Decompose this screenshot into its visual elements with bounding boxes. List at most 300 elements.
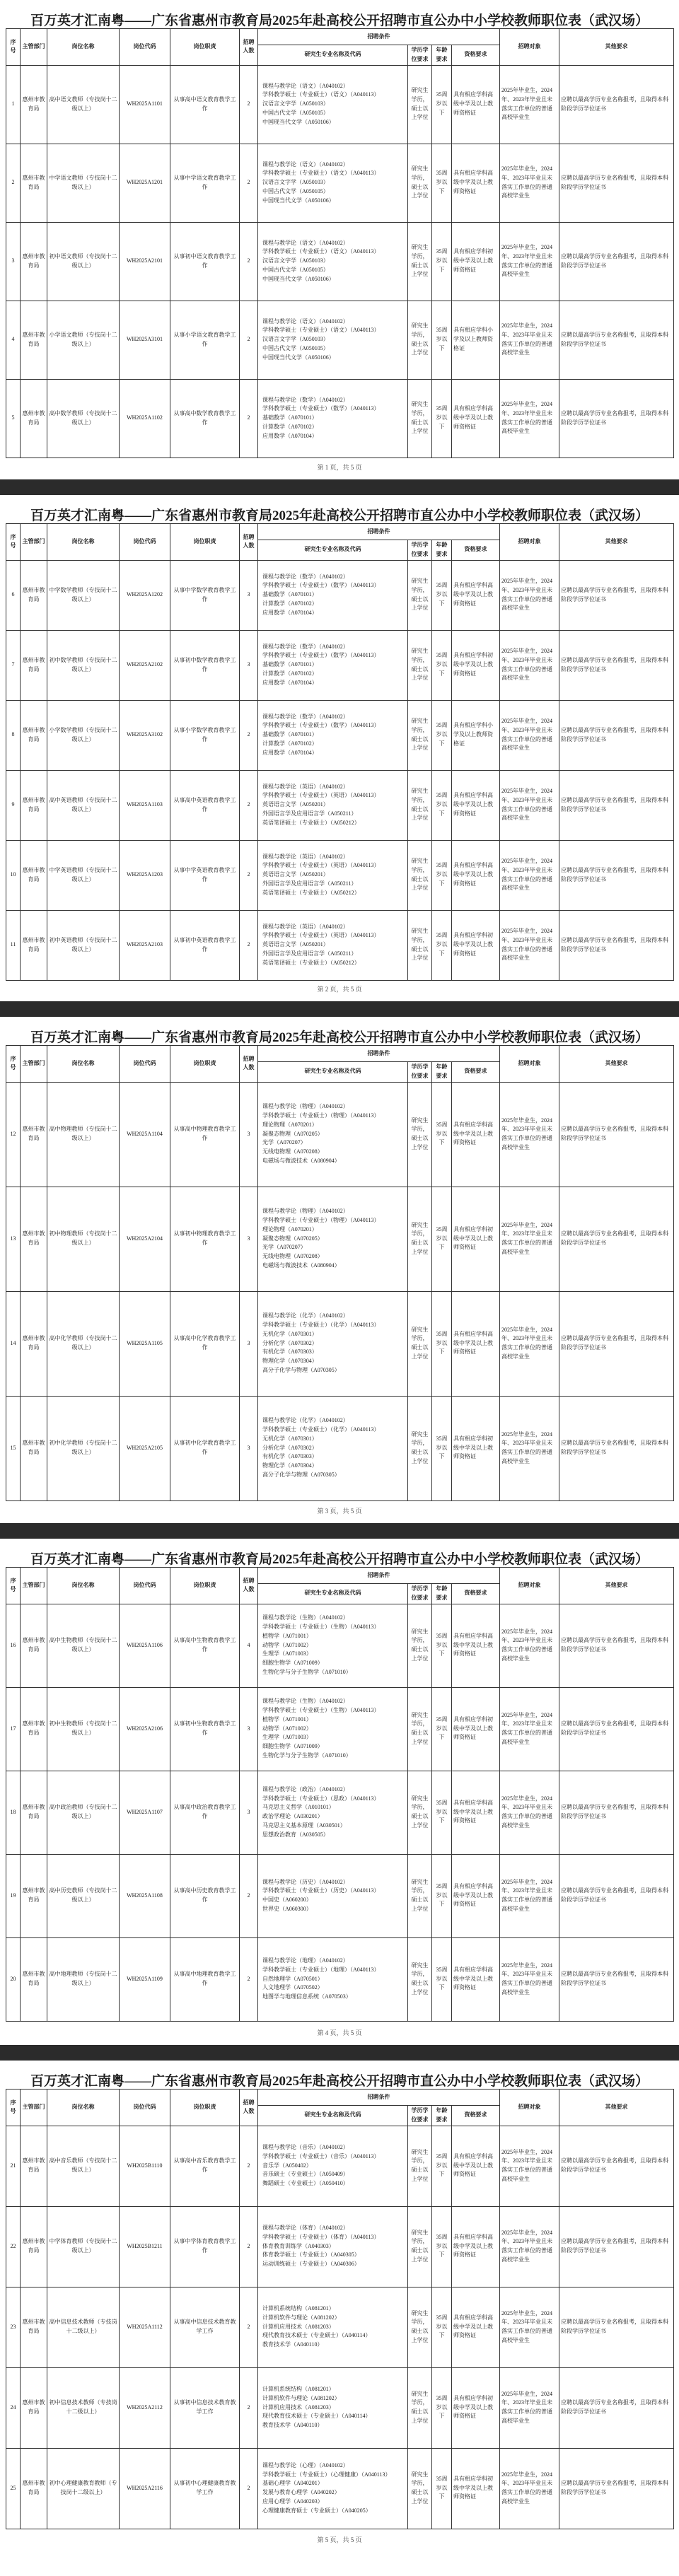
cell-count: 2: [240, 770, 258, 840]
cell-degree: 研究生学历，硕士以上学位: [408, 144, 432, 222]
cell-req: 具有相应学科初级中学及以上教师资格证: [452, 910, 500, 980]
header-duty: 岗位职责: [170, 1568, 240, 1604]
header-target: 招聘对象: [500, 1046, 559, 1083]
page: [0, 1017, 679, 1523]
cell-dept: 惠州市教育局: [21, 630, 47, 700]
cell-post: 高中物理教师（专技岗十二级以上）: [47, 1082, 120, 1187]
page-title: 百万英才汇南粤——广东省惠州市教育局2025年赴高校公开招聘市直公办中小学校教师职位表（武汉场）: [30, 2074, 649, 2089]
cell-other: 应聘以最高学历专业名称报考，且取得本科阶段学历学位证书: [559, 144, 674, 222]
cell-dept: 惠州市教育局: [21, 1187, 47, 1291]
table-row: [6, 301, 674, 379]
cell-duty: 从事中学英语教育教学工作: [170, 840, 240, 910]
cell-dept: 惠州市教育局: [21, 2367, 47, 2448]
header-dept: 主管部门: [21, 1046, 47, 1083]
cell-dept: 惠州市教育局: [21, 1396, 47, 1500]
cell-seq: 5: [6, 379, 21, 457]
cell-req: 具有相应学科初级中学及以上教师资格证: [452, 2367, 500, 2448]
page-separator: [0, 479, 679, 495]
table-row: [6, 222, 674, 301]
cell-req: 具有相应学科初级中学及以上教师资格证: [452, 222, 500, 301]
cell-count: 2: [240, 379, 258, 457]
cell-code: WH2025B1110: [120, 2126, 170, 2206]
cell-count: 2: [240, 222, 258, 301]
cell-age: 35周岁以下: [432, 1082, 452, 1187]
header-other: 其他要求: [559, 29, 674, 66]
cell-req: 具有相应学科高级中学及以上教师资格证: [452, 770, 500, 840]
cell-degree: 研究生学历，硕士以上学位: [408, 1937, 432, 2021]
cell-other: 应聘以最高学历专业名称报考，且取得本科阶段学历学位证书: [559, 379, 674, 457]
cell-post: 小学数学教师（专技岗十二级以上）: [47, 700, 120, 770]
cell-dept: 惠州市教育局: [21, 1082, 47, 1187]
cell-major: 课程与教学论（心理）（A040102） 学科教学硕士（专业硕士）（心理健康）（A040113） 基础心理学（A040201） 发展与教育心理学（A040202） 应用心理学（A040203） 心理健康教育硕士（专业硕士）（A040205）: [258, 2448, 408, 2529]
cell-req: 具有相应学科高级中学及以上教师资格证: [452, 1291, 500, 1396]
cell-age: 35周岁以下: [432, 222, 452, 301]
cell-other: 应聘以最高学历专业名称报考，且取得本科阶段学历学位证书: [559, 301, 674, 379]
header-req: 资格要求: [452, 1062, 500, 1083]
cell-seq: 12: [6, 1082, 21, 1187]
job-table: [6, 28, 674, 458]
header-major: 研究生专业名称及代码: [258, 1062, 408, 1083]
header-degree: 学历学位要求: [408, 540, 432, 561]
header-conditions: 招聘条件: [258, 2090, 500, 2106]
header-conditions: 招聘条件: [258, 524, 500, 540]
table-row: [6, 1937, 674, 2021]
header-conditions: 招聘条件: [258, 1568, 500, 1584]
cell-seq: 23: [6, 2287, 21, 2367]
cell-post: 初中生物教师（专技岗十二级以上）: [47, 1687, 120, 1771]
page-footer: 第 1 页，共 5 页: [317, 464, 362, 471]
cell-target: 2025年毕业生，2024年、2023年毕业且未落实工作单位的普通高校毕业生: [500, 144, 559, 222]
cell-code: WH2025A1109: [120, 1937, 170, 2021]
cell-code: WH2025A1107: [120, 1771, 170, 1854]
cell-target: 2025年毕业生，2024年、2023年毕业且未落实工作单位的普通高校毕业生: [500, 1291, 559, 1396]
table-row: [6, 770, 674, 840]
cell-other: 应聘以最高学历专业名称报考，且取得本科阶段学历学位证书: [559, 910, 674, 980]
cell-post: 初中英语教师（专技岗十二级以上）: [47, 910, 120, 980]
cell-other: 应聘以最高学历专业名称报考，且取得本科阶段学历学位证书: [559, 770, 674, 840]
cell-major: 课程与教学论（政治）（A040102） 学科教学硕士（专业硕士）（思政）（A040113） 马克思主义哲学（A010101） 政治学理论（A030201） 马克思主义基本原理（A030501） 思想政治教育（A030505）: [258, 1771, 408, 1854]
cell-count: 2: [240, 2126, 258, 2206]
cell-seq: 20: [6, 1937, 21, 2021]
cell-dept: 惠州市教育局: [21, 379, 47, 457]
header-code: 岗位代码: [120, 29, 170, 66]
cell-duty: 从事初中心理健康教育教学工作: [170, 2448, 240, 2529]
cell-target: 2025年毕业生，2024年、2023年毕业且未落实工作单位的普通高校毕业生: [500, 910, 559, 980]
page-footer: 第 3 页，共 5 页: [317, 1508, 362, 1515]
cell-degree: 研究生学历，硕士以上学位: [408, 2448, 432, 2529]
cell-code: WH2025B1211: [120, 2206, 170, 2287]
header-count: 招聘人数: [240, 1568, 258, 1604]
header-other: 其他要求: [559, 1568, 674, 1604]
cell-age: 35周岁以下: [432, 770, 452, 840]
header-code: 岗位代码: [120, 1568, 170, 1604]
cell-target: 2025年毕业生，2024年、2023年毕业且未落实工作单位的普通高校毕业生: [500, 2206, 559, 2287]
cell-major: 课程与教学论（数学）（A040102） 学科教学硕士（专业硕士）（数学）（A040113） 基础数学（A070101） 计算数学（A070102） 应用数学（A070104）: [258, 700, 408, 770]
cell-req: 具有相应学科高级中学及以上教师资格证: [452, 840, 500, 910]
table-row: [6, 840, 674, 910]
page-footer: 第 5 页，共 5 页: [317, 2536, 362, 2543]
cell-major: 课程与教学论（语文）（A040102） 学科教学硕士（专业硕士）（语文）（A040113） 汉语言文字学（A050103） 中国古代文学（A050105） 中国现当代文学（A050106）: [258, 144, 408, 222]
table-row: [6, 2448, 674, 2529]
cell-post: 高中信息技术教师（专技岗十二级以上）: [47, 2287, 120, 2367]
header-req: 资格要求: [452, 45, 500, 66]
cell-duty: 从事高中信息技术教育教学工作: [170, 2287, 240, 2367]
cell-req: 具有相应学科高级中学及以上教师资格证: [452, 2287, 500, 2367]
cell-dept: 惠州市教育局: [21, 144, 47, 222]
cell-post: 初中物理教师（专技岗十二级以上）: [47, 1187, 120, 1291]
cell-degree: 研究生学历，硕士以上学位: [408, 1291, 432, 1396]
table-row: [6, 2206, 674, 2287]
header-code: 岗位代码: [120, 1046, 170, 1083]
cell-seq: 25: [6, 2448, 21, 2529]
header-degree: 学历学位要求: [408, 45, 432, 66]
cell-duty: 从事初中语文教育教学工作: [170, 222, 240, 301]
header-target: 招聘对象: [500, 524, 559, 561]
cell-other: 应聘以最高学历专业名称报考，且取得本科阶段学历学位证书: [559, 1082, 674, 1187]
header-row: [6, 2090, 674, 2106]
cell-duty: 从事中学体育教育教学工作: [170, 2206, 240, 2287]
header-target: 招聘对象: [500, 2090, 559, 2126]
table-row: [6, 1082, 674, 1187]
cell-age: 35周岁以下: [432, 1687, 452, 1771]
cell-dept: 惠州市教育局: [21, 2448, 47, 2529]
cell-post: 初中化学教师（专技岗十二级以上）: [47, 1396, 120, 1500]
table-row: [6, 379, 674, 457]
cell-other: 应聘以最高学历专业名称报考，且取得本科阶段学历学位证书: [559, 222, 674, 301]
cell-duty: 从事高中音乐教育教学工作: [170, 2126, 240, 2206]
cell-req: 具有相应学科初级中学及以上教师资格证: [452, 1187, 500, 1291]
header-count: 招聘人数: [240, 29, 258, 66]
cell-req: 具有相应学科初级中学及以上教师资格证: [452, 2448, 500, 2529]
cell-seq: 3: [6, 222, 21, 301]
page: [0, 495, 679, 1001]
cell-major: 课程与教学论（生物）（A040102） 学科教学硕士（专业硕士）（生物）（A040113） 植物学（A071001） 动物学（A071002） 生理学（A071003） 细胞生物学（A071009） 生物化学与分子生物学（A071010）: [258, 1687, 408, 1771]
cell-age: 35周岁以下: [432, 65, 452, 144]
cell-other: 应聘以最高学历专业名称报考，且取得本科阶段学历学位证书: [559, 2448, 674, 2529]
header-count: 招聘人数: [240, 524, 258, 561]
cell-count: 3: [240, 1187, 258, 1291]
cell-target: 2025年毕业生，2024年、2023年毕业且未落实工作单位的普通高校毕业生: [500, 2448, 559, 2529]
cell-code: WH2025A1101: [120, 65, 170, 144]
header-duty: 岗位职责: [170, 29, 240, 66]
cell-dept: 惠州市教育局: [21, 2126, 47, 2206]
cell-duty: 从事小学语文教育教学工作: [170, 301, 240, 379]
cell-degree: 研究生学历，硕士以上学位: [408, 222, 432, 301]
cell-dept: 惠州市教育局: [21, 910, 47, 980]
cell-major: 课程与教学论（音乐）（A040102） 学科教学硕士（专业硕士）（音乐）（A040113） 音乐学（A050402） 音乐硕士（专业硕士）（A050409） 舞蹈硕士（专业硕士）（A050410）: [258, 2126, 408, 2206]
cell-target: 2025年毕业生，2024年、2023年毕业且未落实工作单位的普通高校毕业生: [500, 1396, 559, 1500]
cell-req: 具有相应学科高级中学及以上教师资格证: [452, 1604, 500, 1687]
cell-post: 高中英语教师（专技岗十二级以上）: [47, 770, 120, 840]
cell-duty: 从事初中生物教育教学工作: [170, 1687, 240, 1771]
cell-dept: 惠州市教育局: [21, 65, 47, 144]
header-post: 岗位名称: [47, 29, 120, 66]
cell-code: WH2025A2106: [120, 1687, 170, 1771]
cell-degree: 研究生学历，硕士以上学位: [408, 379, 432, 457]
cell-other: 应聘以最高学历专业名称报考，且取得本科阶段学历学位证书: [559, 1854, 674, 1937]
cell-major: 计算机系统结构（A081201） 计算机软件与理论（A081202） 计算机应用技术（A081203） 现代教育技术硕士（专业硕士）（A040114） 教育技术学（A040110）: [258, 2367, 408, 2448]
cell-target: 2025年毕业生，2024年、2023年毕业且未落实工作单位的普通高校毕业生: [500, 560, 559, 630]
job-table: [6, 523, 674, 981]
cell-major: 计算机系统结构（A081201） 计算机软件与理论（A081202） 计算机应用技术（A081203） 现代教育技术硕士（专业硕士）（A040114） 教育技术学（A040110）: [258, 2287, 408, 2367]
cell-count: 3: [240, 1687, 258, 1771]
cell-age: 35周岁以下: [432, 1771, 452, 1854]
cell-age: 35周岁以下: [432, 1604, 452, 1687]
cell-count: 2: [240, 1854, 258, 1937]
header-count: 招聘人数: [240, 1046, 258, 1083]
cell-other: 应聘以最高学历专业名称报考，且取得本科阶段学历学位证书: [559, 2367, 674, 2448]
cell-seq: 8: [6, 700, 21, 770]
cell-req: 具有相应学科高级中学及以上教师资格证: [452, 379, 500, 457]
cell-target: 2025年毕业生，2024年、2023年毕业且未落实工作单位的普通高校毕业生: [500, 840, 559, 910]
cell-duty: 从事初中信息技术教育教学工作: [170, 2367, 240, 2448]
table-row: [6, 560, 674, 630]
header-req: 资格要求: [452, 540, 500, 561]
header-row: [6, 29, 674, 45]
table-row: [6, 910, 674, 980]
cell-age: 35周岁以下: [432, 1396, 452, 1500]
cell-degree: 研究生学历，硕士以上学位: [408, 1854, 432, 1937]
table-row: [6, 1187, 674, 1291]
cell-count: 3: [240, 1771, 258, 1854]
cell-degree: 研究生学历，硕士以上学位: [408, 770, 432, 840]
cell-req: 具有相应学科高级中学及以上教师资格证: [452, 65, 500, 144]
table-row: [6, 1291, 674, 1396]
cell-duty: 从事初中数学教育教学工作: [170, 630, 240, 700]
page: [0, 1539, 679, 2045]
cell-target: 2025年毕业生，2024年、2023年毕业且未落实工作单位的普通高校毕业生: [500, 222, 559, 301]
header-seq: 序号: [6, 1046, 21, 1083]
cell-other: 应聘以最高学历专业名称报考，且取得本科阶段学历学位证书: [559, 2126, 674, 2206]
cell-degree: 研究生学历，硕士以上学位: [408, 630, 432, 700]
page-separator: [0, 1001, 679, 1017]
header-dept: 主管部门: [21, 524, 47, 561]
cell-post: 中学体育教师（专技岗十二级以上）: [47, 2206, 120, 2287]
cell-major: 课程与教学论（语文）（A040102） 学科教学硕士（专业硕士）（语文）（A040113） 汉语言文字学（A050103） 中国古代文学（A050105） 中国现当代文学（A050106）: [258, 301, 408, 379]
header-conditions: 招聘条件: [258, 1046, 500, 1062]
page: [0, 0, 679, 479]
header-dept: 主管部门: [21, 29, 47, 66]
header-age: 年龄要求: [432, 1062, 452, 1083]
cell-code: WH2025A1105: [120, 1291, 170, 1396]
cell-target: 2025年毕业生，2024年、2023年毕业且未落实工作单位的普通高校毕业生: [500, 2287, 559, 2367]
cell-other: 应聘以最高学历专业名称报考，且取得本科阶段学历学位证书: [559, 1604, 674, 1687]
cell-seq: 22: [6, 2206, 21, 2287]
cell-age: 35周岁以下: [432, 2367, 452, 2448]
cell-target: 2025年毕业生，2024年、2023年毕业且未落实工作单位的普通高校毕业生: [500, 65, 559, 144]
cell-age: 35周岁以下: [432, 1937, 452, 2021]
cell-count: 2: [240, 2367, 258, 2448]
cell-age: 35周岁以下: [432, 144, 452, 222]
cell-degree: 研究生学历，硕士以上学位: [408, 910, 432, 980]
cell-other: 应聘以最高学历专业名称报考，且取得本科阶段学历学位证书: [559, 1687, 674, 1771]
cell-age: 35周岁以下: [432, 1187, 452, 1291]
table-row: [6, 2367, 674, 2448]
cell-req: 具有相应学科小学及以上教师资格证: [452, 700, 500, 770]
cell-other: 应聘以最高学历专业名称报考，且取得本科阶段学历学位证书: [559, 1937, 674, 2021]
cell-duty: 从事中学语文教育教学工作: [170, 144, 240, 222]
cell-degree: 研究生学历，硕士以上学位: [408, 2367, 432, 2448]
header-degree: 学历学位要求: [408, 1584, 432, 1604]
page-separator: [0, 1523, 679, 1539]
cell-age: 35周岁以下: [432, 840, 452, 910]
cell-req: 具有相应学科高级中学及以上教师资格证: [452, 1771, 500, 1854]
cell-other: 应聘以最高学历专业名称报考，且取得本科阶段学历学位证书: [559, 2287, 674, 2367]
job-table: [6, 1045, 674, 1501]
cell-count: 2: [240, 65, 258, 144]
cell-other: 应聘以最高学历专业名称报考，且取得本科阶段学历学位证书: [559, 840, 674, 910]
header-age: 年龄要求: [432, 2106, 452, 2126]
cell-code: WH2025A1106: [120, 1604, 170, 1687]
cell-post: 高中化学教师（专技岗十二级以上）: [47, 1291, 120, 1396]
cell-post: 高中政治教师（专技岗十二级以上）: [47, 1771, 120, 1854]
cell-code: WH2025A1108: [120, 1854, 170, 1937]
cell-degree: 研究生学历，硕士以上学位: [408, 700, 432, 770]
cell-count: 2: [240, 301, 258, 379]
cell-dept: 惠州市教育局: [21, 840, 47, 910]
cell-code: WH2025A1103: [120, 770, 170, 840]
cell-degree: 研究生学历，硕士以上学位: [408, 1082, 432, 1187]
cell-age: 35周岁以下: [432, 560, 452, 630]
table-row: [6, 144, 674, 222]
cell-target: 2025年毕业生，2024年、2023年毕业且未落实工作单位的普通高校毕业生: [500, 2126, 559, 2206]
cell-duty: 从事初中化学教育教学工作: [170, 1396, 240, 1500]
header-age: 年龄要求: [432, 1584, 452, 1604]
cell-code: WH2025A1112: [120, 2287, 170, 2367]
header-row: [6, 1568, 674, 1584]
cell-req: 具有相应学科高级中学及以上教师资格证: [452, 2126, 500, 2206]
cell-seq: 4: [6, 301, 21, 379]
header-row: [6, 524, 674, 540]
cell-seq: 19: [6, 1854, 21, 1937]
table-row: [6, 630, 674, 700]
cell-code: WH2025A2104: [120, 1187, 170, 1291]
cell-duty: 从事中学数学教育教学工作: [170, 560, 240, 630]
cell-dept: 惠州市教育局: [21, 1854, 47, 1937]
cell-target: 2025年毕业生，2024年、2023年毕业且未落实工作单位的普通高校毕业生: [500, 1687, 559, 1771]
cell-req: 具有相应学科高级中学及以上教师资格证: [452, 2206, 500, 2287]
cell-post: 高中历史教师（专技岗十二级以上）: [47, 1854, 120, 1937]
cell-degree: 研究生学历，硕士以上学位: [408, 840, 432, 910]
cell-post: 高中数学教师（专技岗十二级以上）: [47, 379, 120, 457]
cell-major: 课程与教学论（历史）（A040102） 学科教学硕士（专业硕士）（历史）（A040113） 中国史（A060200） 世界史（A060300）: [258, 1854, 408, 1937]
cell-other: 应聘以最高学历专业名称报考，且取得本科阶段学历学位证书: [559, 560, 674, 630]
header-req: 资格要求: [452, 1584, 500, 1604]
header-count: 招聘人数: [240, 2090, 258, 2126]
cell-duty: 从事初中物理教育教学工作: [170, 1187, 240, 1291]
header-other: 其他要求: [559, 524, 674, 561]
cell-major: 课程与教学论（地理）（A040102） 学科教学硕士（专业硕士）（地理）（A040113） 自然地理学（A070501） 人文地理学（A070502） 地图学与地理信息系统（A070503）: [258, 1937, 408, 2021]
cell-target: 2025年毕业生，2024年、2023年毕业且未落实工作单位的普通高校毕业生: [500, 1854, 559, 1937]
cell-count: 3: [240, 560, 258, 630]
cell-req: 具有相应学科高级中学及以上教师资格证: [452, 1854, 500, 1937]
cell-major: 课程与教学论（体育）（A040102） 学科教学硕士（专业硕士）（体育）（A040113） 体育教育训练学（A040303） 体育教学硕士（专业硕士）（A040305） 运动训练硕士（专业硕士）（A040306）: [258, 2206, 408, 2287]
cell-other: 应聘以最高学历专业名称报考，且取得本科阶段学历学位证书: [559, 1396, 674, 1500]
cell-code: WH2025A1202: [120, 560, 170, 630]
cell-count: 2: [240, 2287, 258, 2367]
cell-degree: 研究生学历，硕士以上学位: [408, 1604, 432, 1687]
cell-seq: 1: [6, 65, 21, 144]
cell-count: 2: [240, 1937, 258, 2021]
header-major: 研究生专业名称及代码: [258, 540, 408, 561]
cell-other: 应聘以最高学历专业名称报考，且取得本科阶段学历学位证书: [559, 2206, 674, 2287]
page-title: 百万英才汇南粤——广东省惠州市教育局2025年赴高校公开招聘市直公办中小学校教师职位表（武汉场）: [30, 508, 649, 523]
cell-dept: 惠州市教育局: [21, 222, 47, 301]
cell-seq: 15: [6, 1396, 21, 1500]
cell-seq: 10: [6, 840, 21, 910]
cell-seq: 6: [6, 560, 21, 630]
cell-req: 具有相应学科高级中学及以上教师资格证: [452, 144, 500, 222]
header-degree: 学历学位要求: [408, 1062, 432, 1083]
cell-degree: 研究生学历，硕士以上学位: [408, 65, 432, 144]
cell-major: 课程与教学论（英语）（A040102） 学科教学硕士（专业硕士）（英语）（A040113） 英语语言文学（A050201） 外国语言学及应用语言学（A050211） 英语笔译硕士（专业硕士）（A050212）: [258, 840, 408, 910]
cell-degree: 研究生学历，硕士以上学位: [408, 1771, 432, 1854]
cell-major: 课程与教学论（物理）（A040102） 学科教学硕士（专业硕士）（物理）（A040113） 理论物理（A070201） 凝聚态物理（A070205） 光学（A070207） 无线电物理（A070208） 电磁场与微波技术（A080904）: [258, 1187, 408, 1291]
header-target: 招聘对象: [500, 29, 559, 66]
header-duty: 岗位职责: [170, 1046, 240, 1083]
cell-post: 中学英语教师（专技岗十二级以上）: [47, 840, 120, 910]
cell-code: WH2025A2101: [120, 222, 170, 301]
cell-seq: 13: [6, 1187, 21, 1291]
cell-age: 35周岁以下: [432, 2126, 452, 2206]
cell-post: 初中信息技术教师（专技岗十二级以上）: [47, 2367, 120, 2448]
cell-major: 课程与教学论（数学）（A040102） 学科教学硕士（专业硕士）（数学）（A040113） 基础数学（A070101） 计算数学（A070102） 应用数学（A070104）: [258, 379, 408, 457]
cell-duty: 从事高中化学教育教学工作: [170, 1291, 240, 1396]
cell-age: 35周岁以下: [432, 1291, 452, 1396]
cell-degree: 研究生学历，硕士以上学位: [408, 2287, 432, 2367]
cell-duty: 从事高中生物教育教学工作: [170, 1604, 240, 1687]
cell-major: 课程与教学论（语文）（A040102） 学科教学硕士（专业硕士）（语文）（A040113） 汉语言文字学（A050103） 中国古代文学（A050105） 中国现当代文学（A050106）: [258, 65, 408, 144]
cell-req: 具有相应学科高级中学及以上教师资格证: [452, 560, 500, 630]
page-footer: 第 2 页，共 5 页: [317, 986, 362, 993]
header-age: 年龄要求: [432, 540, 452, 561]
cell-duty: 从事小学数学教育教学工作: [170, 700, 240, 770]
cell-code: WH2025A3102: [120, 700, 170, 770]
cell-degree: 研究生学历，硕士以上学位: [408, 1687, 432, 1771]
job-table: [6, 1567, 674, 2022]
cell-seq: 7: [6, 630, 21, 700]
cell-other: 应聘以最高学历专业名称报考，且取得本科阶段学历学位证书: [559, 1771, 674, 1854]
cell-target: 2025年毕业生，2024年、2023年毕业且未落实工作单位的普通高校毕业生: [500, 1604, 559, 1687]
cell-post: 初中语文教师（专技岗十二级以上）: [47, 222, 120, 301]
cell-degree: 研究生学历，硕士以上学位: [408, 301, 432, 379]
cell-major: 课程与教学论（生物）（A040102） 学科教学硕士（专业硕士）（生物）（A040113） 植物学（A071001） 动物学（A071002） 生理学（A071003） 细胞生物学（A071009） 生物化学与分子生物学（A071010）: [258, 1604, 408, 1687]
header-seq: 序号: [6, 29, 21, 66]
cell-code: WH2025A2105: [120, 1396, 170, 1500]
cell-duty: 从事高中历史教育教学工作: [170, 1854, 240, 1937]
cell-major: 课程与教学论（语文）（A040102） 学科教学硕士（专业硕士）（语文）（A040113） 汉语言文字学（A050103） 中国古代文学（A050105） 中国现当代文学（A050106）: [258, 222, 408, 301]
cell-count: 3: [240, 1082, 258, 1187]
header-seq: 序号: [6, 524, 21, 561]
cell-dept: 惠州市教育局: [21, 700, 47, 770]
cell-seq: 2: [6, 144, 21, 222]
cell-duty: 从事高中语文教育教学工作: [170, 65, 240, 144]
cell-age: 35周岁以下: [432, 1854, 452, 1937]
cell-duty: 从事初中英语教育教学工作: [170, 910, 240, 980]
cell-major: 课程与教学论（数学）（A040102） 学科教学硕士（专业硕士）（数学）（A040113） 基础数学（A070101） 计算数学（A070102） 应用数学（A070104）: [258, 560, 408, 630]
cell-age: 35周岁以下: [432, 700, 452, 770]
header-post: 岗位名称: [47, 2090, 120, 2126]
cell-req: 具有相应学科小学及以上教师资格证: [452, 301, 500, 379]
cell-dept: 惠州市教育局: [21, 1604, 47, 1687]
page-title: 百万英才汇南粤——广东省惠州市教育局2025年赴高校公开招聘市直公办中小学校教师职位表（武汉场）: [30, 1552, 649, 1567]
cell-age: 35周岁以下: [432, 630, 452, 700]
cell-count: 3: [240, 630, 258, 700]
page: [0, 2061, 679, 2552]
cell-seq: 11: [6, 910, 21, 980]
cell-post: 中学语文教师（专技岗十二级以上）: [47, 144, 120, 222]
cell-target: 2025年毕业生，2024年、2023年毕业且未落实工作单位的普通高校毕业生: [500, 301, 559, 379]
